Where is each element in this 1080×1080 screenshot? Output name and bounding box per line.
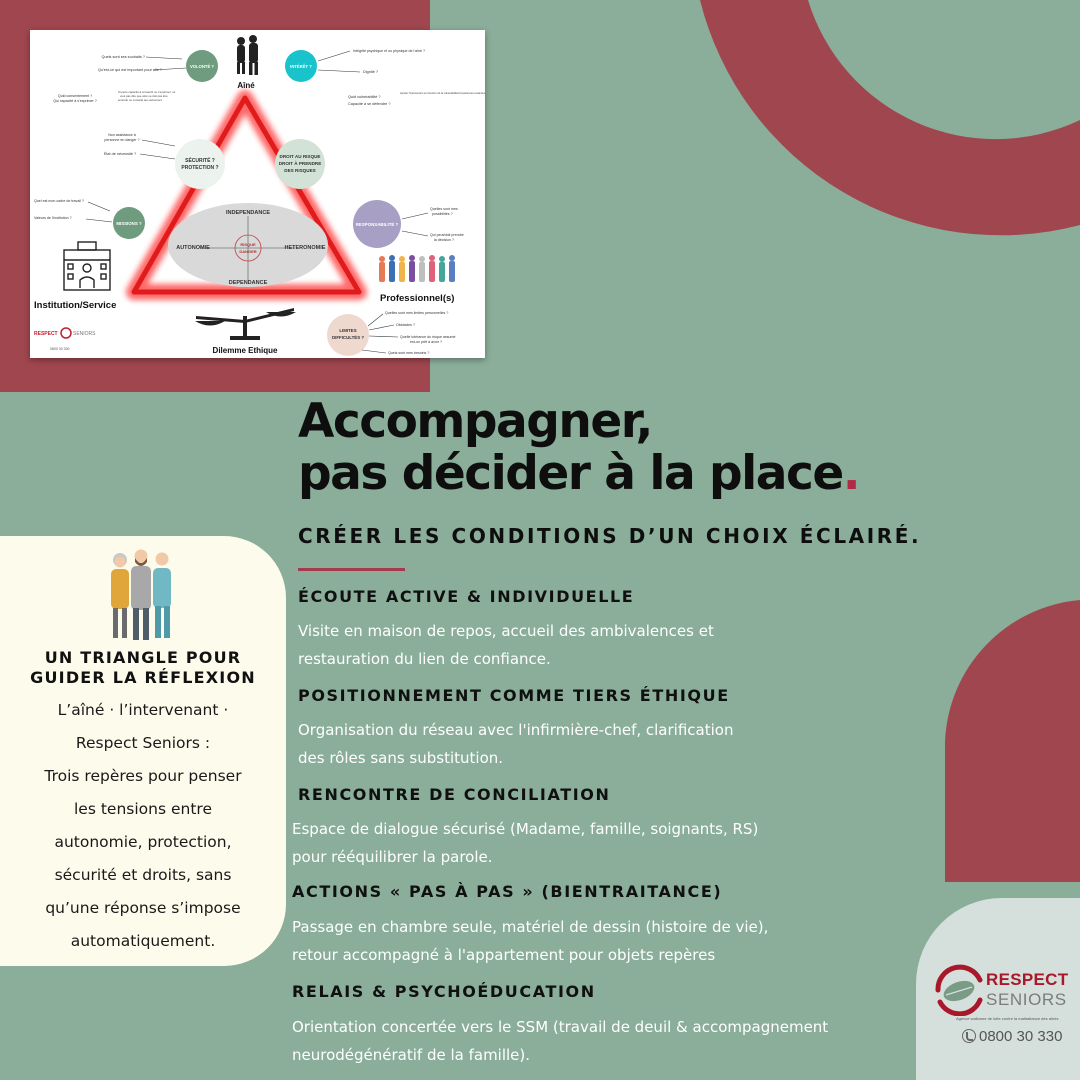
q-tolerance: Quelle tolérance du risque assumé (400, 335, 456, 339)
label-volonte: VOLONTÉ ? (190, 64, 214, 69)
logo-name-seniors: SENIORS (986, 990, 1067, 1009)
section-title-relais: RELAIS & PSYCHOÉDUCATION (292, 982, 596, 1001)
label-droit-2: DROIT À PRENDRE (278, 161, 322, 166)
q-possibilites-2: possibilités ? (432, 212, 453, 216)
professionals-group-icon (379, 255, 455, 282)
label-danger: DANGER (239, 249, 257, 254)
section-body-line: Orientation concertée vers le SSM (travail de deuil & accompagnement (292, 1018, 829, 1036)
triangle-info-panel (0, 536, 286, 966)
q-ajuster: Ajuster l'intervention en fonction de la vulnérabilité/compétences restantes (400, 92, 485, 95)
label-independance: INDEPENDANCE (225, 210, 271, 216)
logo-tagline: Agence wallonne de lutte contre la maltraitance des aînés (956, 1016, 1059, 1021)
elder-couple-icon (237, 35, 258, 75)
institution-building-icon (64, 242, 110, 290)
section-title-conciliation: RENCONTRE DE CONCILIATION (298, 785, 611, 804)
label-professionnels: Professionnel(s) (380, 293, 455, 304)
q-valeurs: Valeurs de l'institution ? (34, 216, 72, 220)
label-dependance: DEPENDANCE (228, 280, 268, 286)
subtitle: CRÉER LES CONDITIONS D’UN CHOIX ÉCLAIRÉ. (298, 524, 922, 548)
section-body-line: Espace de dialogue sécurisé (Madame, famille, soignants, RS) (292, 820, 759, 838)
side-title-line-1: UN TRIANGLE POUR (44, 648, 242, 667)
arrow (402, 231, 428, 236)
q-important: Qu'est-ce qui est important pour elle ? (97, 68, 163, 72)
label-risque: RISQUE (240, 242, 256, 247)
q-capacite-note-3: entendu ou consulté aux autrement (118, 98, 162, 102)
section-body-line: Visite en maison de repos, accueil des ambivalences et (298, 622, 714, 640)
side-text-line: automatiquement. (70, 932, 216, 950)
headline (298, 396, 859, 500)
accent-rule (298, 568, 405, 571)
side-panel-text (0, 694, 286, 958)
diagram-logo-phone: 0800 30 330 (50, 347, 70, 351)
section-body-line: neurodégénératif de la famille). (292, 1046, 531, 1064)
diagram-logo-name1: RESPECT (34, 331, 58, 337)
q-limites: Quelles sont mes limites personnelles ? (385, 311, 449, 315)
phone-icon (962, 1029, 976, 1043)
red-top-right-arc (700, 0, 1080, 235)
side-text-line: les tensions entre (74, 800, 212, 818)
section-title-tiers-ethique: POSITIONNEMENT COMME TIERS ÉTHIQUE (298, 686, 730, 705)
q-dignite: Dignité ? (363, 70, 378, 74)
q-capacite-note: Si perte capacité à consentir ou s'exprimer, ne (118, 90, 176, 94)
arrow (368, 314, 383, 326)
section-title-ecoute: ÉCOUTE ACTIVE & INDIVIDUELLE (298, 587, 635, 606)
q-non-assistance-2: personne en danger ? (104, 138, 140, 142)
headline-line-1: Accompagner, (298, 394, 652, 449)
bubble-securite (175, 139, 225, 189)
diagram-logo (34, 328, 96, 351)
side-title-line-2: GUIDER LA RÉFLEXION (30, 668, 256, 687)
side-text-line: autonomie, protection, (54, 833, 232, 851)
label-heteronomie: HETERONOMIE (284, 245, 326, 251)
arrow (86, 219, 112, 222)
side-panel-title (0, 648, 286, 688)
headline-line-2 (298, 448, 859, 500)
logo-phone-number: 0800 30 330 (979, 1028, 1063, 1045)
q-possibilites: Quelles sont mes (430, 207, 458, 211)
q-decision-2: la décision ? (434, 238, 454, 242)
label-interet: INTÉRÊT ? (290, 64, 312, 69)
q-necessite: État de nécessité ? (103, 152, 137, 156)
arrow (142, 140, 175, 146)
side-text-line: sécurité et droits, sans (54, 866, 232, 884)
label-securite-2: PROTECTION ? (181, 165, 219, 171)
section-body-relais (292, 1013, 828, 1069)
section-body-line: des rôles sans substitution. (298, 749, 504, 767)
q-besoins: Quels sont mes besoins ? (388, 351, 430, 355)
section-body-actions (292, 913, 768, 969)
section-body-line: Passage en chambre seule, matériel de dessin (histoire de vie), (292, 918, 769, 936)
q-non-assistance: Non assistance à (108, 133, 136, 137)
headline-accent-dot: . (842, 446, 860, 501)
arrow (88, 202, 110, 211)
q-integrite: Intégrité psychique et ou physique de l'aîné ? (353, 49, 426, 53)
q-obstacles: Obstacles ? (396, 323, 415, 327)
label-droit-3: DES RISQUES (284, 168, 316, 173)
q-souhaits: Quels sont ses souhaits ? (101, 55, 145, 59)
arrow (362, 350, 386, 353)
label-institution: Institution/Service (34, 300, 117, 311)
arrow (402, 213, 428, 219)
arrow (369, 325, 394, 330)
label-limites-1: LIMITES (339, 328, 357, 333)
arrow (146, 57, 182, 59)
diagram-logo-name2: SENIORS (73, 331, 96, 337)
side-text-line: L’aîné · l’intervenant · (57, 701, 229, 719)
ethical-triangle-diagram (30, 30, 485, 358)
logo-phone (962, 1028, 1062, 1045)
label-droit-1: DROIT AU RISQUE (279, 154, 321, 159)
headline-line-2-text: pas décider à la place (298, 446, 843, 501)
section-body-ecoute (298, 617, 714, 673)
section-title-actions: ACTIONS « PAS À PAS » (BIENTRAITANCE) (292, 882, 723, 901)
section-body-line: Organisation du réseau avec l'infirmière-chef, clarification (298, 721, 734, 739)
section-body-line: retour accompagné à l'appartement pour objets repères (292, 946, 716, 964)
arrow (318, 70, 360, 72)
logo-name-respect: RESPECT (986, 970, 1069, 989)
q-capacite-note-2: veut pas dire que aîné ne doit pas être (120, 94, 168, 98)
q-vulnerabilite: Quid vulnérabilité ? (348, 95, 381, 99)
side-text-line: Trois repères pour penser (44, 767, 242, 785)
label-missions: MISSIONS ? (116, 221, 142, 226)
section-body-line: pour rééquilibrer la parole. (292, 848, 493, 866)
respect-seniors-logo-panel (916, 898, 1080, 1080)
q-consentement: Quid consentement ? (57, 94, 93, 98)
q-cadre: Quel est mon cadre de travail ? (34, 199, 84, 203)
respect-seniors-leaf-icon (930, 964, 988, 1016)
arrow (369, 336, 398, 337)
label-dilemme: Dilemme Ethique (212, 346, 278, 355)
q-defendre: Capacité à se défendre ? (348, 102, 391, 106)
label-autonomie: AUTONOMIE (176, 245, 210, 251)
section-body-conciliation (292, 815, 758, 871)
arrow (140, 154, 175, 159)
arrow (318, 51, 350, 61)
caregivers-group-icon (100, 544, 182, 646)
label-aine: Aîné (237, 81, 255, 90)
q-tolerance-2: est-on prêt à avoir ? (410, 340, 442, 344)
section-body-tiers-ethique (298, 716, 733, 772)
label-responsabilite: RESPONSABILITÉ ? (355, 222, 399, 227)
label-limites-2: DIFFICULTÉS ? (331, 335, 365, 340)
red-right-arc (945, 600, 1080, 882)
side-text-line: qu’une réponse s’impose (45, 899, 241, 917)
q-decision: Qui peut/doit prendre (430, 233, 464, 237)
label-securite-1: SÉCURITÉ ? (185, 158, 215, 164)
side-text-line: Respect Seniors : (75, 734, 211, 752)
q-exprimer: Qui capacité à s'exprimer ? (53, 99, 97, 103)
scale-icon (195, 308, 296, 340)
section-body-line: restauration du lien de confiance. (298, 650, 551, 668)
